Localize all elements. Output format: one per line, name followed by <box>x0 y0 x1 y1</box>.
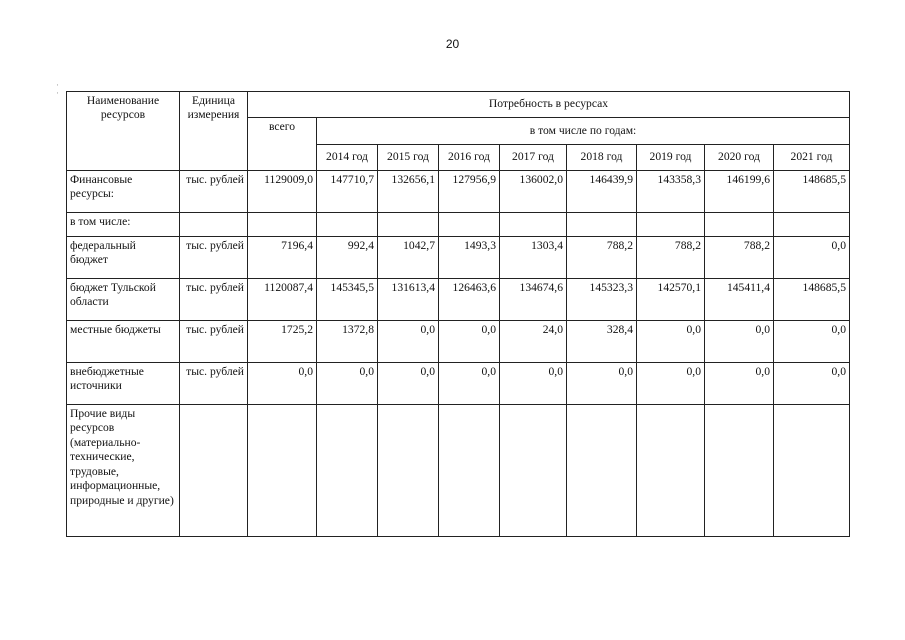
row-unit: тыс. рублей <box>180 279 248 321</box>
row-value: 1493,3 <box>439 237 500 279</box>
row-value: 788,2 <box>637 237 705 279</box>
row-value: 127956,9 <box>439 171 500 213</box>
header-resource-name: Наименование ресурсов <box>67 92 180 171</box>
row-value: 992,4 <box>317 237 378 279</box>
resource-table <box>66 91 850 537</box>
row-unit: тыс. рублей <box>180 171 248 213</box>
row-value: 132656,1 <box>378 171 439 213</box>
row-total: 1129009,0 <box>248 171 317 213</box>
header-by-years: в том числе по годам: <box>317 118 850 145</box>
header-year: 2017 год <box>500 145 567 171</box>
row-value: 0,0 <box>637 321 705 363</box>
row-value: 0,0 <box>705 363 774 405</box>
row-value: 788,2 <box>705 237 774 279</box>
row-value: 146439,9 <box>567 171 637 213</box>
row-unit: тыс. рублей <box>180 321 248 363</box>
row-value: 142570,1 <box>637 279 705 321</box>
header-year: 2021 год <box>774 145 850 171</box>
row-value: 126463,6 <box>439 279 500 321</box>
row-value: 148685,5 <box>774 279 850 321</box>
header-need: Потребность в ресурсах <box>248 92 850 118</box>
row-total: 0,0 <box>248 363 317 405</box>
row-total: 1120087,4 <box>248 279 317 321</box>
row-value: 0,0 <box>637 363 705 405</box>
row-value: 0,0 <box>774 363 850 405</box>
row-value: 148685,5 <box>774 171 850 213</box>
row-label: федеральный бюджет <box>67 237 180 279</box>
row-total: 7196,4 <box>248 237 317 279</box>
row-value: 0,0 <box>500 363 567 405</box>
row-total: 1725,2 <box>248 321 317 363</box>
row-value: 0,0 <box>774 237 850 279</box>
row-value: 0,0 <box>705 321 774 363</box>
row-label: Прочие виды ресурсов (материально-технические, трудовые, информационные, природные и другие) <box>67 405 180 537</box>
row-value: 0,0 <box>378 321 439 363</box>
row-value: 0,0 <box>439 363 500 405</box>
row-value: 1372,8 <box>317 321 378 363</box>
row-value: 1042,7 <box>378 237 439 279</box>
row-value: 147710,7 <box>317 171 378 213</box>
row-value: 146199,6 <box>705 171 774 213</box>
header-year: 2016 год <box>439 145 500 171</box>
row-value: 328,4 <box>567 321 637 363</box>
table-row <box>67 213 850 237</box>
table-row <box>67 171 850 213</box>
row-value: 0,0 <box>567 363 637 405</box>
page-number: 20 <box>445 37 460 51</box>
row-value: 0,0 <box>378 363 439 405</box>
row-value: 24,0 <box>500 321 567 363</box>
row-label: Финансовые ресурсы: <box>67 171 180 213</box>
row-value: 145323,3 <box>567 279 637 321</box>
row-value: 145411,4 <box>705 279 774 321</box>
table-row <box>67 237 850 279</box>
header-year: 2015 год <box>378 145 439 171</box>
row-value: 131613,4 <box>378 279 439 321</box>
header-unit: Единица измерения <box>180 92 248 171</box>
table-row <box>67 405 850 537</box>
table-row <box>67 321 850 363</box>
row-value: 1303,4 <box>500 237 567 279</box>
row-label: внебюджетные источники <box>67 363 180 405</box>
row-value: 143358,3 <box>637 171 705 213</box>
row-value: 788,2 <box>567 237 637 279</box>
row-value: 0,0 <box>317 363 378 405</box>
row-unit: тыс. рублей <box>180 363 248 405</box>
scan-artifact: · <box>56 88 59 98</box>
row-label: в том числе: <box>67 213 180 237</box>
row-value: 0,0 <box>774 321 850 363</box>
row-value: 145345,5 <box>317 279 378 321</box>
row-label: местные бюджеты <box>67 321 180 363</box>
row-value: 0,0 <box>439 321 500 363</box>
header-year: 2018 год <box>567 145 637 171</box>
table-row <box>67 363 850 405</box>
scan-artifact: · <box>56 80 59 90</box>
row-label: бюджет Тульской области <box>67 279 180 321</box>
table-row <box>67 279 850 321</box>
header-year: 2019 год <box>637 145 705 171</box>
row-value: 136002,0 <box>500 171 567 213</box>
header-total: всего <box>248 118 317 171</box>
header-year: 2014 год <box>317 145 378 171</box>
row-value: 134674,6 <box>500 279 567 321</box>
header-year: 2020 год <box>705 145 774 171</box>
row-unit: тыс. рублей <box>180 237 248 279</box>
